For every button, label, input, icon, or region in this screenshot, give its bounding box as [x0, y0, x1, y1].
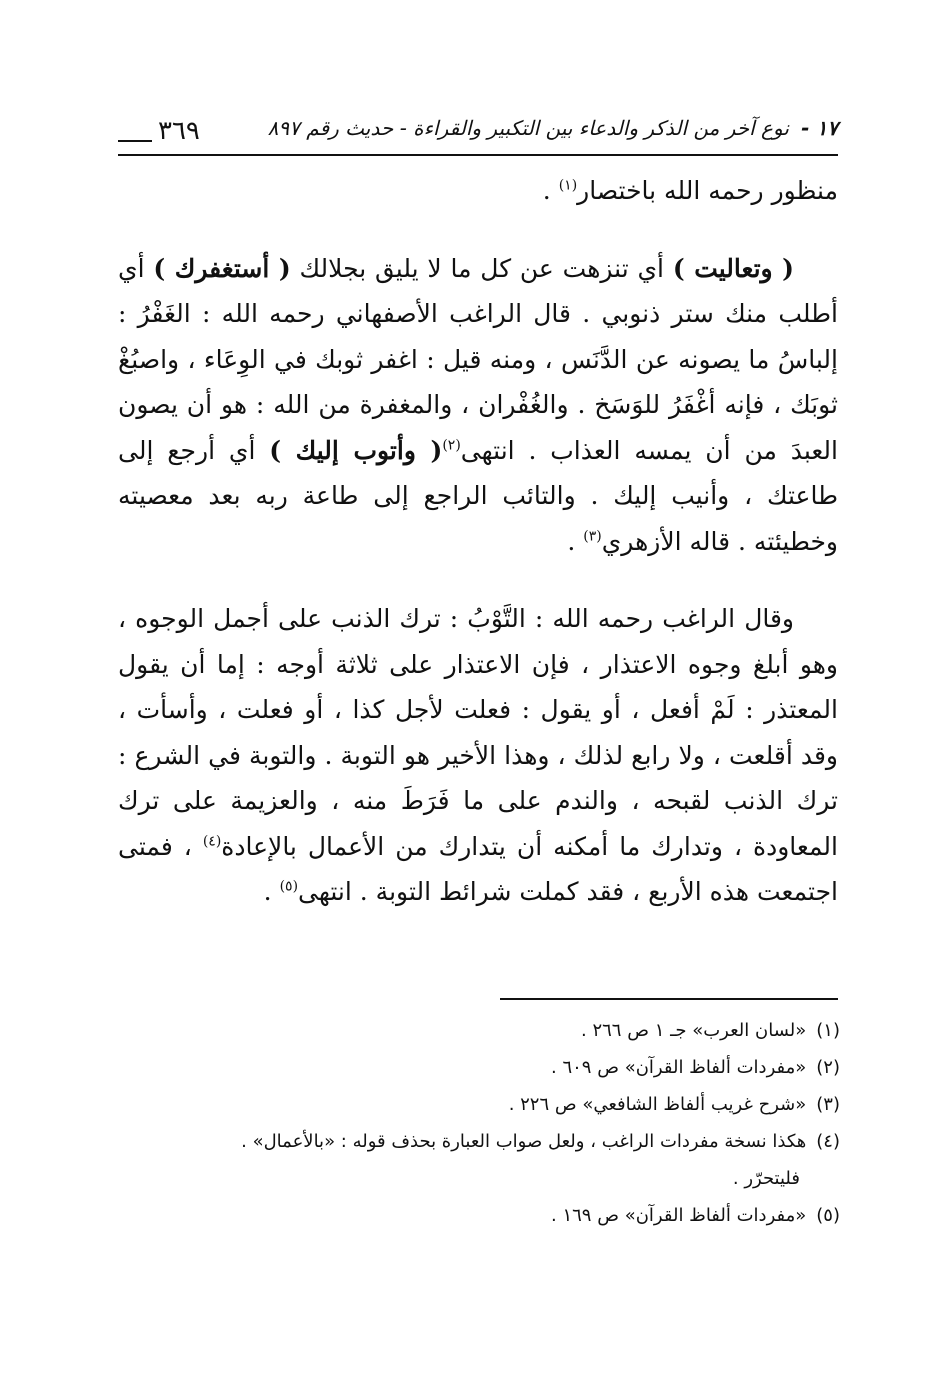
quoted-phrase: ( وأتوب إليك ) [269, 435, 443, 465]
footnote-number: (٣) [816, 1094, 840, 1115]
footnote-ref[interactable]: (١) [558, 177, 578, 194]
footnote-number: (٢) [816, 1057, 840, 1078]
quoted-phrase: ( أستغفرك ) [153, 253, 291, 283]
footnotes [118, 1012, 840, 1234]
paragraph-end: . [263, 877, 280, 906]
footnote-text: هكذا نسخة مفردات الراغب ، ولعل صواب العبارة بحذف قوله : «بالأعمال» . [241, 1131, 807, 1152]
footnote-item [118, 1012, 840, 1049]
paragraph-text: أي تنزهت عن كل ما لا يليق بجلالك [290, 253, 673, 283]
paragraph-text: أي أرجع إلى طاعتك ، وأنيب إليك . والتائب الراجع إلى طاعة ربه بعد معصيته وخطيئته . قاله الأزهري [118, 435, 838, 556]
footnote-item [118, 1086, 840, 1123]
footnote-text: «مفردات ألفاظ القرآن» ص ٦٠٩ . [551, 1057, 807, 1078]
footnote-item [118, 1123, 840, 1197]
paragraph-text: وقال الراغب رحمه الله : التَّوْبُ : ترك الذنب على أجمل الوجوه ، وهو أبلغ وجوه الاعتذار ، فإن الاعتذار على ثلاثة أوجه : إما أن يقول المعتذر : لَمْ أفعل ، أو يقول : فعلت لأجل كذا ، أو فعلت ، وأسأت ، وقد أقلعت ، ولا رابع لذلك ، وهذا الأخير هو التوبة . والتوبة في الشرع : ترك الذنب لقبحه ، والندم على ما فَرَطَ منه ، والعزيمة على ترك المعاودة ، وتدارك ما أمكنه أن يتدارك من الأعمال بالإعادة [118, 604, 838, 861]
paragraph-end: . [542, 176, 559, 205]
footnote-ref[interactable]: (٤) [202, 833, 222, 850]
paragraph-text: ، فمتى اجتمعت هذه الأربع ، فقد كملت شرائط التوبة . انتهى [118, 831, 838, 906]
footnote-text: «لسان العرب» جـ ١ ص ٢٦٦ . [581, 1020, 807, 1041]
footnote-text: «شرح غريب ألفاظ الشافعي» ص ٢٢٦ . [508, 1094, 807, 1115]
footnote-ref[interactable]: (٥) [279, 878, 299, 895]
footnote-continuation: فليتحرّر . [732, 1168, 800, 1189]
footnote-ref[interactable]: (٢) [442, 437, 461, 454]
footnote-number: (٤) [816, 1131, 840, 1152]
paragraph-end: . [567, 526, 584, 556]
page-number: ٣٦٩ [158, 116, 200, 146]
page-number-dash [118, 140, 152, 142]
chapter-title: نوع آخر من الذكر والدعاء بين التكبير والقراءة - حديث رقم ٨٩٧ [267, 116, 789, 140]
chapter-number: ١٧ - [801, 116, 838, 140]
paragraph [118, 596, 838, 915]
footnote-number: (٥) [816, 1205, 840, 1226]
quoted-phrase: ( وتعاليت ) [672, 253, 795, 283]
footnote-item [118, 1197, 840, 1234]
paragraph [118, 168, 838, 214]
paragraph-text: منظور رحمه الله باختصار [577, 176, 838, 205]
paragraph-text: أي أطلب منك ستر ذنوبي . قال الراغب الأصفهاني رحمه الله : الغَفْرُ : إلباسُ ما يصونه عن الدَّنَس ، ومنه قيل : اغفر ثوبك في الوِعَاء ، واصبُغْ ثوبَك ، فإنه أغْفَرُ للوَسَخ . والغُفْران ، والمغفرة من الله : هو أن يصون العبدَ من أن يمسه العذاب . انتهى [118, 253, 838, 465]
header-rule [118, 154, 838, 156]
footnote-separator [500, 998, 838, 1000]
running-header [118, 112, 838, 156]
footnote-ref[interactable]: (٣) [583, 528, 602, 545]
footnote-number: (١) [816, 1020, 840, 1041]
footnote-item [118, 1049, 840, 1086]
footnote-text: «مفردات ألفاظ القرآن» ص ١٦٩ . [551, 1205, 807, 1226]
main-text [118, 168, 838, 915]
paragraph [118, 246, 838, 565]
header-title [268, 116, 838, 140]
